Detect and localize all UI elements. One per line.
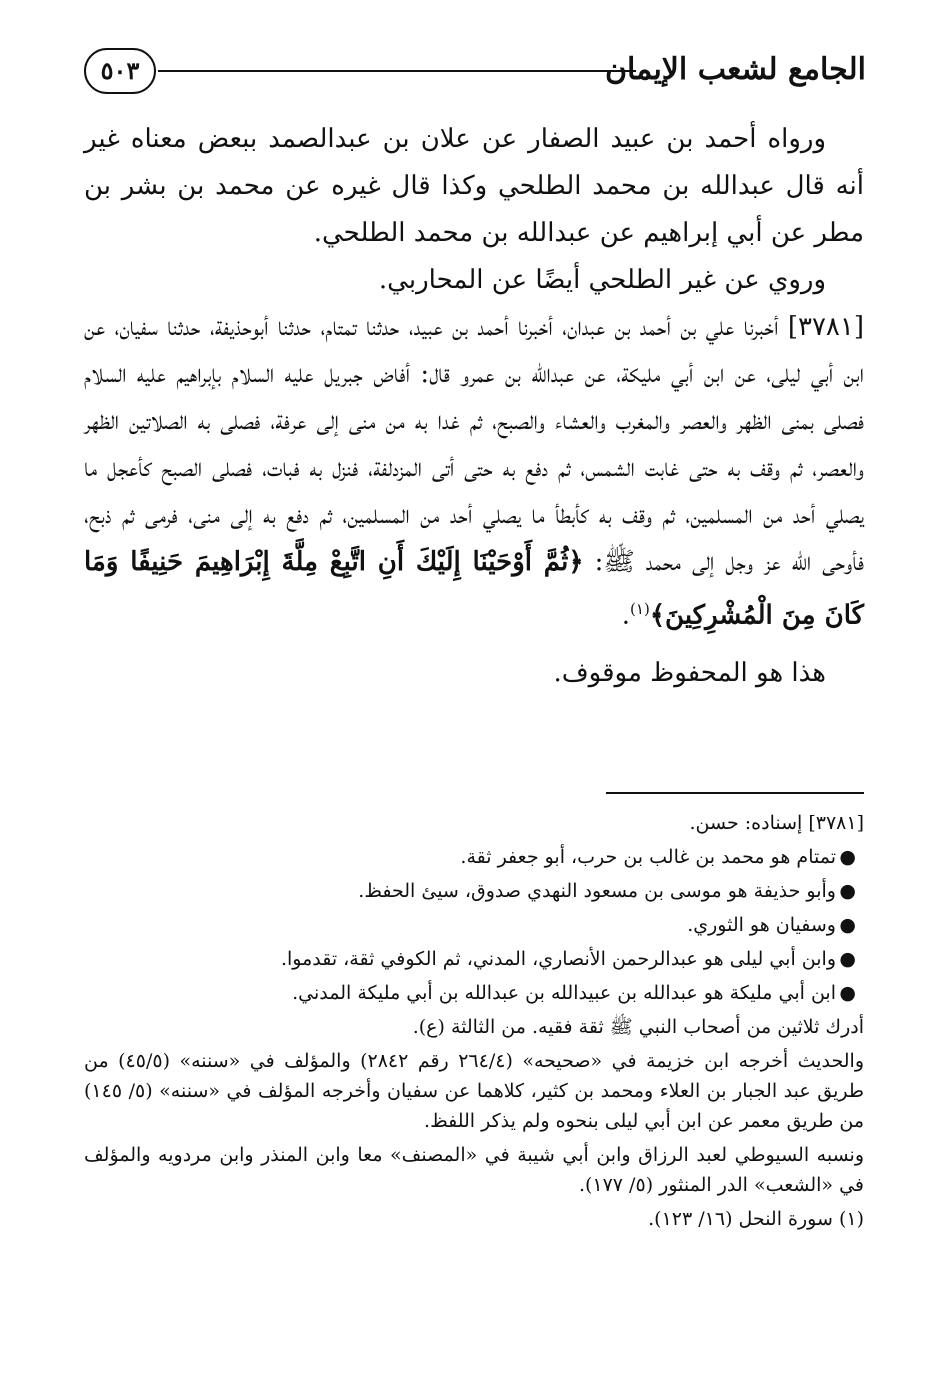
footnotes [84, 808, 864, 1234]
running-title: الجامع لشعب الإيمان [604, 52, 866, 87]
takhrij-paragraph: والحديث أخرجه ابن خزيمة في «صحيحه» (٢٦٤/٤ رقم ٢٨٤٢) والمؤلف في «سننه» (٤٥/٥) من طريق عبد الجبار بن العلاء ومحمد بن كثير، كلاهما عن سفيان وأخرجه المؤلف في «سننه» (٥/ ١٤٥) من طريق معمر عن ابن أبي ليلى بنحوه ولم يذكر اللفظ. [84, 1050, 865, 1132]
paragraph-narration-2: وروي عن غير الطلحي أيضًا عن المحاربي. [378, 265, 826, 295]
list-item: ● تمتام هو محمد بن غالب بن حرب، أبو جعفر ثقة. [84, 842, 836, 872]
list-item: ● ابن أبي مليكة هو عبدالله بن عبيدالله بن عبدالله بن أبي مليكة المدني. [84, 978, 836, 1008]
bullet-icon: ● [839, 914, 856, 936]
page-number-badge: ٥٠٣ [84, 48, 156, 94]
hadith-paragraph [84, 304, 864, 640]
page-header [84, 40, 866, 110]
paragraph-narration: ورواه أحمد بن عبيد الصفار عن علان بن عبدالصمد ببعض معناه غير أنه قال عبدالله بن محمد الطلحي وكذا قال غيره عن محمد بن بشر بن مطر عن أبي إبراهيم عن عبدالله بن محمد الطلحي. [84, 124, 864, 248]
footnote-marker: (١) [630, 600, 650, 618]
bullet-icon: ● [839, 982, 856, 1004]
sentence-end: . [621, 600, 631, 631]
footnote-separator [606, 792, 864, 794]
hadith-text: أخبرنا علي بن أحمد بن عبدان، أخبرنا أحمد بن عبيد، حدثنا تمتام، حدثنا أبوحذيفة، حدثنا سفيان، عن ابن أبي ليلى، عن ابن أبي مليكة، عن عبدالله بن عمرو قال: أفاض جبريل عليه السلام بإبراهيم عليه السلام فصلى بمنى الظهر والعصر والمغرب والعشاء والصبح، ثم غدا به من منى إلى عرفة، فصلى به الصلاتين الظهر والعصر، ثم وقف به حتى غابت الشمس، ثم دفع به حتى أتى المزدلفة، فنزل به فبات، فصلى الصبح كأعجل ما يصلي أحد من المسلمين، ثم وقف به كأبطأ ما يصلي أحد من المسلمين، ثم دفع به إلى منى، فرمى ثم ذبح، فأوحى الله عز وجل إلى محمد ﷺ: [84, 312, 865, 577]
bullet-icon: ● [839, 846, 856, 868]
narrator-list [84, 842, 864, 1008]
list-item: ● وأبو حذيفة هو موسى بن مسعود النهدي صدوق، سيئ الحفظ. [84, 876, 836, 906]
list-item: ● وابن أبي ليلى هو عبدالرحمن الأنصاري، المدني، ثم الكوفي ثقة، تقدموا. [84, 944, 836, 974]
paragraph-verdict: هذا هو المحفوظ موقوف. [553, 657, 826, 688]
header-rule [158, 70, 636, 72]
isnad-grade: [٣٧٨١] إسناده: حسن. [689, 812, 864, 834]
bullet-icon: ● [839, 948, 856, 970]
takhrij-paragraph-2: ونسبه السيوطي لعبد الرزاق وابن أبي شيبة في «المصنف» معا وابن المنذر وابن مردويه والمؤلف في «الشعب» الدر المنثور (٥/ ١٧٧). [84, 1144, 864, 1196]
quran-verse: ﴿ثُمَّ أَوْحَيْنَا إِلَيْكَ أَنِ اتَّبِعْ مِلَّةَ إِبْرَاهِيمَ حَنِيفًا وَمَا كَانَ مِنَ الْمُشْرِكِينَ﴾ [84, 547, 864, 631]
bullet-icon: ● [839, 880, 856, 902]
verse-reference-note: (١) سورة النحل (١٦/ ١٢٣). [648, 1208, 864, 1230]
main-text [84, 116, 864, 697]
narrator-continuation: أدرك ثلاثين من أصحاب النبي ﷺ ثقة فقيه. من الثالثة (ع). [412, 1016, 864, 1038]
hadith-number: [٣٧٨١] [787, 312, 865, 342]
list-item: ● وسفيان هو الثوري. [84, 910, 836, 940]
